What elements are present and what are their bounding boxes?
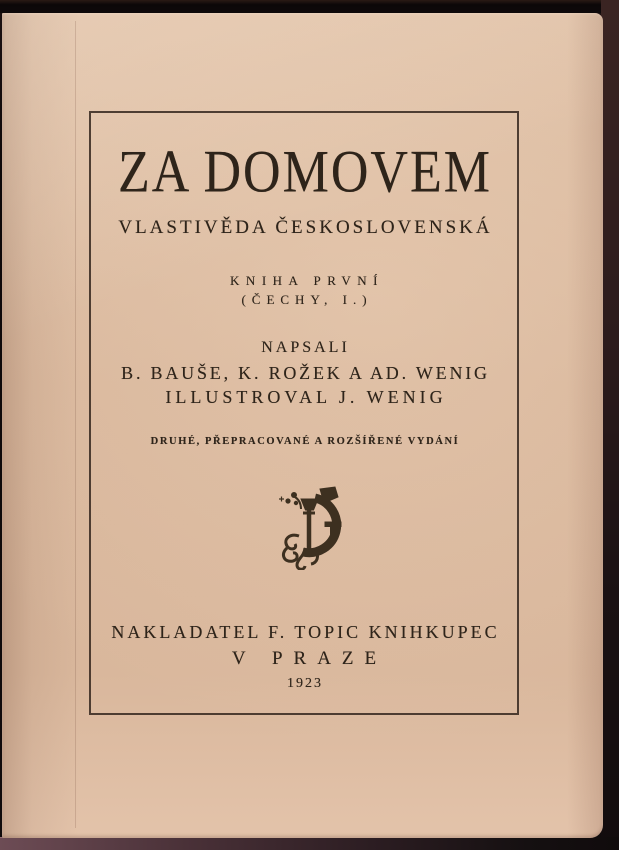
edition-note: DRUHÉ, PŘEPRACOVANÉ A ROZŠÍŘENÉ VYDÁNÍ [150, 436, 460, 447]
publisher-line: NAKLADATEL F. TOPIC KNIHKUPEC [111, 622, 500, 642]
photo-top-edge [0, 0, 619, 13]
book-cover-bottom-edge [0, 837, 619, 850]
publication-year: 1923 [287, 676, 323, 691]
series-volume-line: KNIHA PRVNÍ [230, 273, 384, 288]
book-cover-right-edge [601, 0, 619, 850]
printed-rule-frame [89, 111, 519, 715]
series-region-line: (ČECHY, I.) [241, 292, 373, 307]
publication-place: V PRAZE [231, 648, 388, 669]
book-subtitle: VLASTIVĚDA ČESKOSLOVENSKÁ [118, 217, 493, 238]
printer-mark-ornament-icon [275, 486, 343, 570]
illustrator-line: ILLUSTROVAL J. WENIG [165, 387, 447, 407]
book-title: ZA DOMOVEM [118, 139, 492, 206]
authors-line: B. BAUŠE, K. ROŽEK A AD. WENIG [121, 363, 490, 383]
byline-intro: NAPSALI [261, 339, 350, 356]
title-page [2, 13, 603, 838]
